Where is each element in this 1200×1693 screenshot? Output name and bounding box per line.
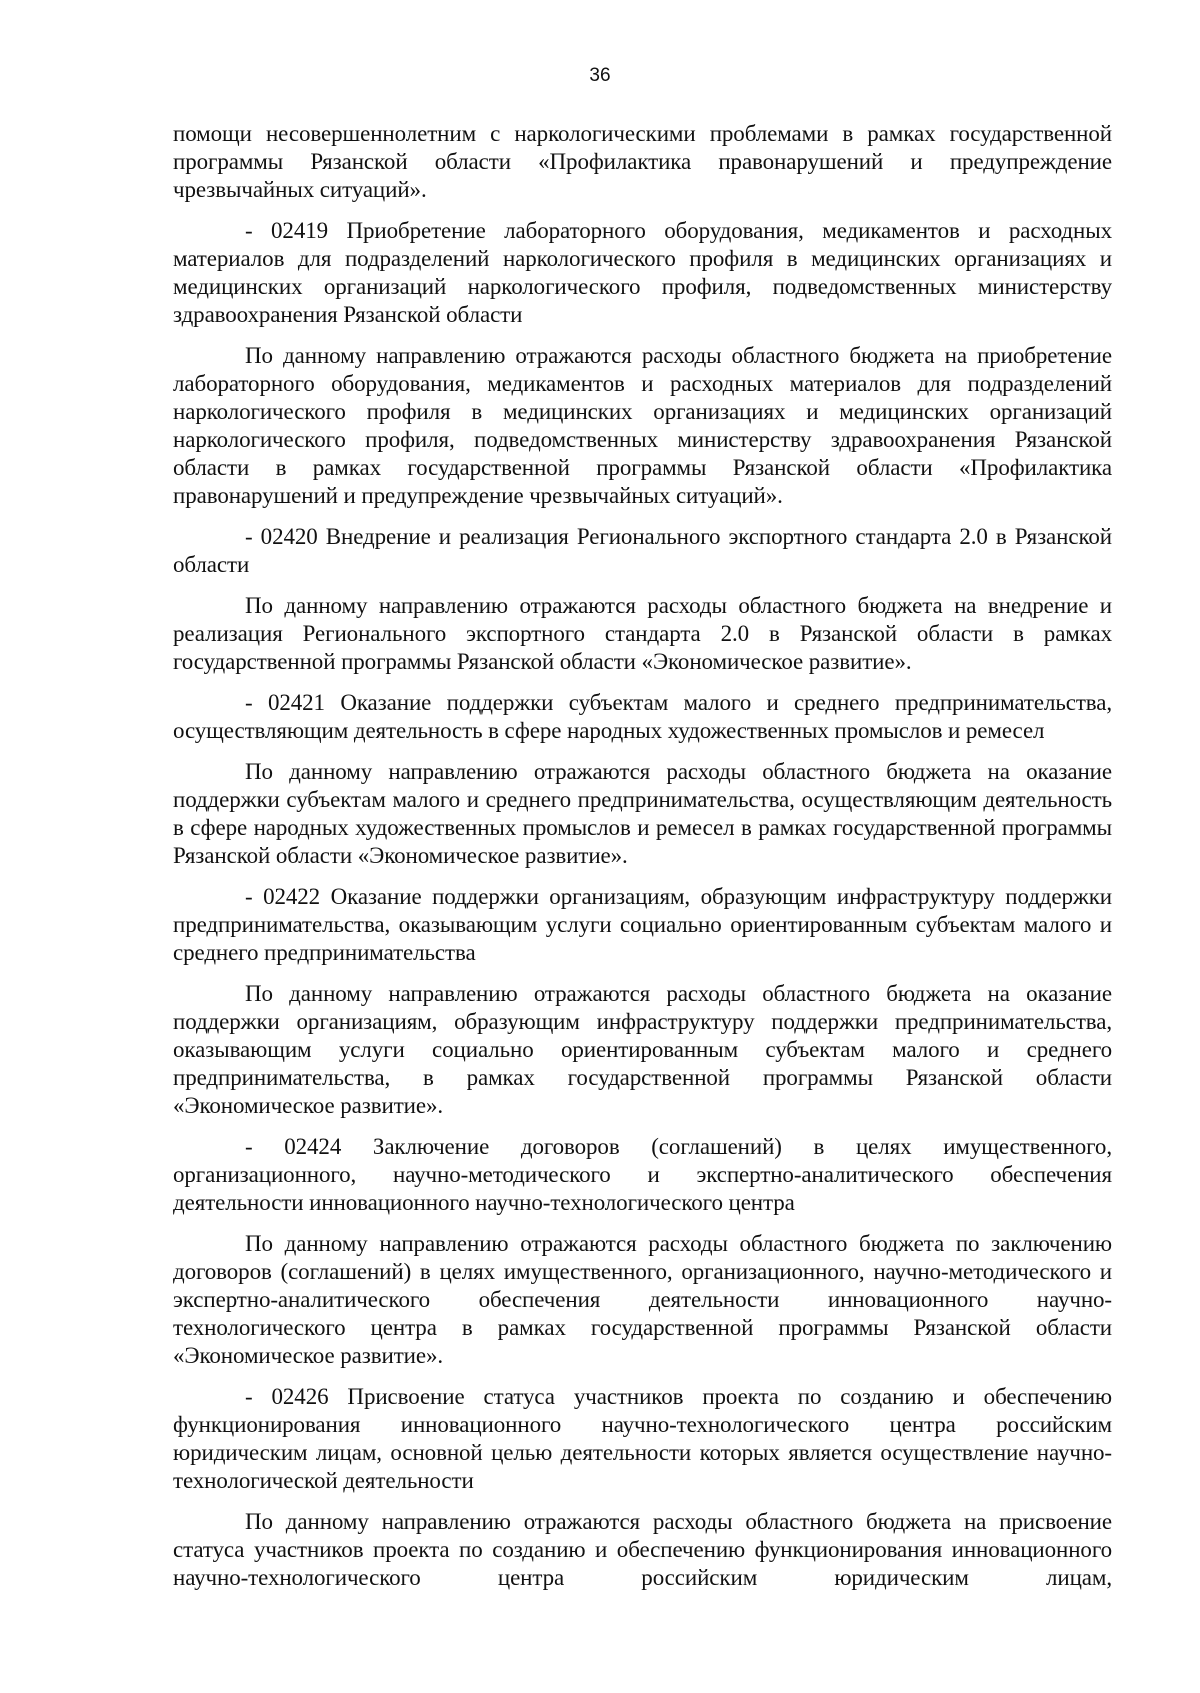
item-heading-02424: - 02424 Заключение договоров (соглашений) в целях имущественного, организационного, научно-методического и экспертно-аналитического обеспечения деятельности инновационного научно-технологического центра: [173, 1134, 1112, 1215]
document-body: [173, 120, 1112, 1605]
paragraph-02419-description: По данному направлению отражаются расходы областного бюджета на приобретение лабораторного оборудования, медикаментов и расходных материалов для подразделений наркологического профиля в медицинских организациях и медицинских организаций наркологического профиля, подведомственных министерству здравоохранения Рязанской области в рамках государственной программы Рязанской области «Профилактика правонарушений и предупреждение чрезвычайных ситуаций».: [173, 343, 1112, 508]
item-heading-02422: - 02422 Оказание поддержки организациям, образующим инфраструктуру поддержки предпринимательства, оказывающим услуги социально ориентированным субъектам малого и среднего предпринимательства: [173, 884, 1112, 965]
paragraph-continuation: помощи несовершеннолетним с наркологическими проблемами в рамках государственной программы Рязанской области «Профилактика правонарушений и предупреждение чрезвычайных ситуаций».: [173, 121, 1112, 202]
item-heading-02419: - 02419 Приобретение лабораторного оборудования, медикаментов и расходных материалов для подразделений наркологического профиля в медицинских организациях и медицинских организаций наркологического профиля, подведомственных министерству здравоохранения Рязанской области: [173, 218, 1112, 327]
item-heading-02420: - 02420 Внедрение и реализация Регионального экспортного стандарта 2.0 в Рязанской области: [173, 524, 1112, 577]
paragraph-02422-description: По данному направлению отражаются расходы областного бюджета на оказание поддержки организациям, образующим инфраструктуру поддержки предпринимательства, оказывающим услуги социально ориентированным субъектам малого и среднего предпринимательства, в рамках государственной программы Рязанской области «Экономическое развитие».: [173, 981, 1112, 1118]
paragraph-02426-description: По данному направлению отражаются расходы областного бюджета на присвоение статуса участников проекта по созданию и обеспечению функционирования инновационного научно-технологического центра российским юридическим лицам,: [173, 1509, 1112, 1590]
paragraph-02424-description: По данному направлению отражаются расходы областного бюджета по заключению договоров (соглашений) в целях имущественного, организационного, научно-методического и экспертно-аналитического обеспечения деятельности инновационного научно-технологического центра в рамках государственной программы Рязанской области «Экономическое развитие».: [173, 1231, 1112, 1368]
paragraph-02421-description: По данному направлению отражаются расходы областного бюджета на оказание поддержки субъектам малого и среднего предпринимательства, осуществляющим деятельность в сфере народных художественных промыслов и ремесел в рамках государственной программы Рязанской области «Экономическое развитие».: [173, 759, 1112, 868]
page-number: 36: [589, 65, 611, 86]
item-heading-02421: - 02421 Оказание поддержки субъектам малого и среднего предпринимательства, осуществляющим деятельность в сфере народных художественных промыслов и ремесел: [173, 690, 1112, 743]
item-heading-02426: - 02426 Присвоение статуса участников проекта по созданию и обеспечению функционирования инновационного научно-технологического центра российским юридическим лицам, основной целью деятельности которых является осуществление научно-технологической деятельности: [173, 1384, 1112, 1493]
paragraph-02420-description: По данному направлению отражаются расходы областного бюджета на внедрение и реализация Регионального экспортного стандарта 2.0 в Рязанской области в рамках государственной программы Рязанской области «Экономическое развитие».: [173, 593, 1112, 674]
